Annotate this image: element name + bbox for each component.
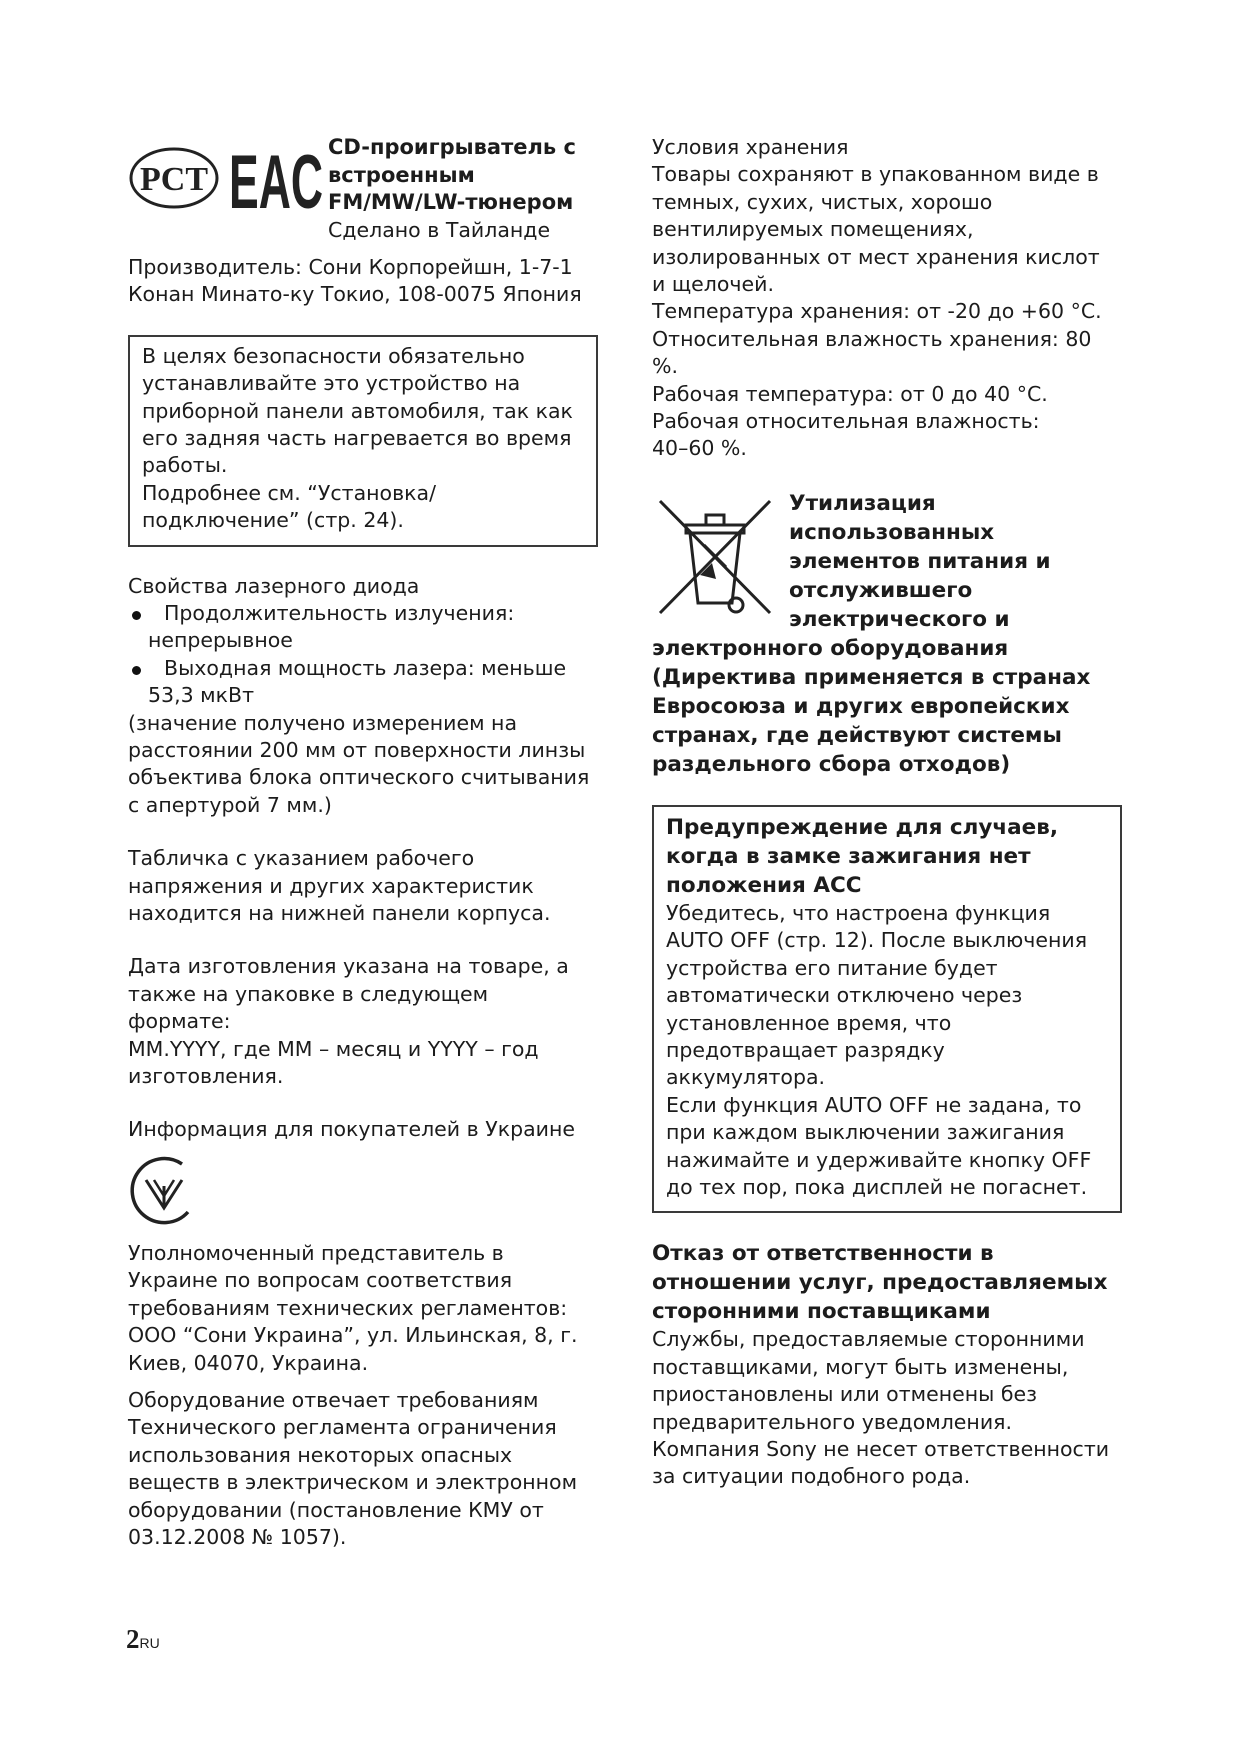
laser-properties-list [128, 600, 598, 710]
manufacture-date-note: Дата изготовления указана на товаре, а также на упаковке в следующем формате: MM.YYYY, где MM – месяц и YYYY – год изготовления. [128, 954, 569, 1089]
list-item: Продолжительность излучения: непрерывное [128, 600, 598, 655]
laser-properties-title: Свойства лазерного диода [128, 573, 420, 598]
page-language: RU [139, 1635, 160, 1651]
safety-notice-box: В целях безопасности обязательно устанавливайте это устройство на приборной панели автомобиля, так как его задняя часть нагревается во время работы. Подробнее см. “Установка/ подключение” (стр. 24). [128, 335, 598, 547]
product-title-block [328, 134, 598, 244]
pct-logo-text: PCT [140, 161, 208, 198]
page-number: 2RU [126, 1624, 160, 1654]
ukraine-conformity-mark-icon [124, 1150, 204, 1230]
weee-section [652, 489, 1122, 779]
certification-marks [128, 138, 328, 218]
manufacturer: Производитель: Сони Корпорейшн, 1-7-1 Конан Минато-ку Токио, 108-0075 Япония [128, 254, 582, 307]
storage-conditions: Условия хранения Товары сохраняют в упакованном виде в темных, сухих, чистых, хорошо вентилируемых помещениях, изолированных от мест хранения кислот и щелочей. Температура хранения: от -20 до +60 °C. Относительная влажность хранения: 80 %. Рабочая температура: от 0 до 40 °C. Рабочая относительная влажность: 40–60 %. [652, 135, 1102, 461]
rating-plate-note: Табличка с указанием рабочего напряжения и других характеристик находится на нижней панели корпуса. [128, 846, 551, 926]
ukraine-info-title: Информация для покупателей в Украине [128, 1117, 576, 1142]
acc-warning-body: Убедитесь, что настроена функция AUTO OFF (стр. 12). После выключения устройства его питание будет автоматически отключено через установленное время, что предотвращает разрядку аккумулятора. Если функция AUTO OFF не задана, то при каждом выключении зажигания нажимайте и удерживайте кнопку OFF до тех пор, пока дисплей не погаснет. [666, 900, 1092, 1199]
left-column [128, 134, 598, 1551]
disclaimer-title: Отказ от ответственности в отношении услуг, предоставляемых сторонними поставщиками [652, 1241, 1108, 1325]
made-in: Сделано в Тайланде [328, 217, 551, 242]
acc-warning-box [652, 805, 1122, 1213]
eac-logo-text: EAC [229, 140, 323, 216]
disclaimer-body: Службы, предоставляемые сторонними поставщиками, могут быть изменены, приостановлены или отменены без предварительного уведомления. Компания Sony не несет ответственности за ситуации подобного рода. [652, 1327, 1110, 1489]
laser-note: (значение получено измерением на расстоянии 200 мм от поверхности линзы объектива блока оптического считывания с апертурой 7 мм.) [128, 710, 590, 817]
pct-logo [128, 146, 220, 210]
acc-warning-title: Предупреждение для случаев, когда в замке зажигания нет положения ACC [666, 814, 1059, 898]
ukraine-representative: Уполномоченный представитель в Украине по вопросам соответствия требованиям технических регламентов: ООО “Сони Украина”, ул. Ильинская, 8, г. Киев, 04070, Украина. [128, 1240, 578, 1375]
product-header [128, 134, 598, 244]
list-item: Выходная мощность лазера: меньше 53,3 мкВт [128, 655, 598, 710]
eac-logo [228, 140, 324, 216]
right-column [652, 134, 1122, 1491]
product-title: CD-проигрыватель с встроенным FM/MW/LW-тюнером [328, 135, 576, 214]
weee-title: Утилизация использованных элементов питания и отслужившего электрического и электронного оборудования (Директива применяется в странах Евросоюза и других европейских странах, где действуют системы раздельного сбора отходов) [652, 490, 1091, 777]
equipment-compliance: Оборудование отвечает требованиям Технического регламента ограничения использования некоторых опасных веществ в электрическом и электронном оборудовании (постановление КМУ от 03.12.2008 № 1057). [128, 1387, 578, 1549]
crossed-bin-icon [652, 495, 777, 625]
